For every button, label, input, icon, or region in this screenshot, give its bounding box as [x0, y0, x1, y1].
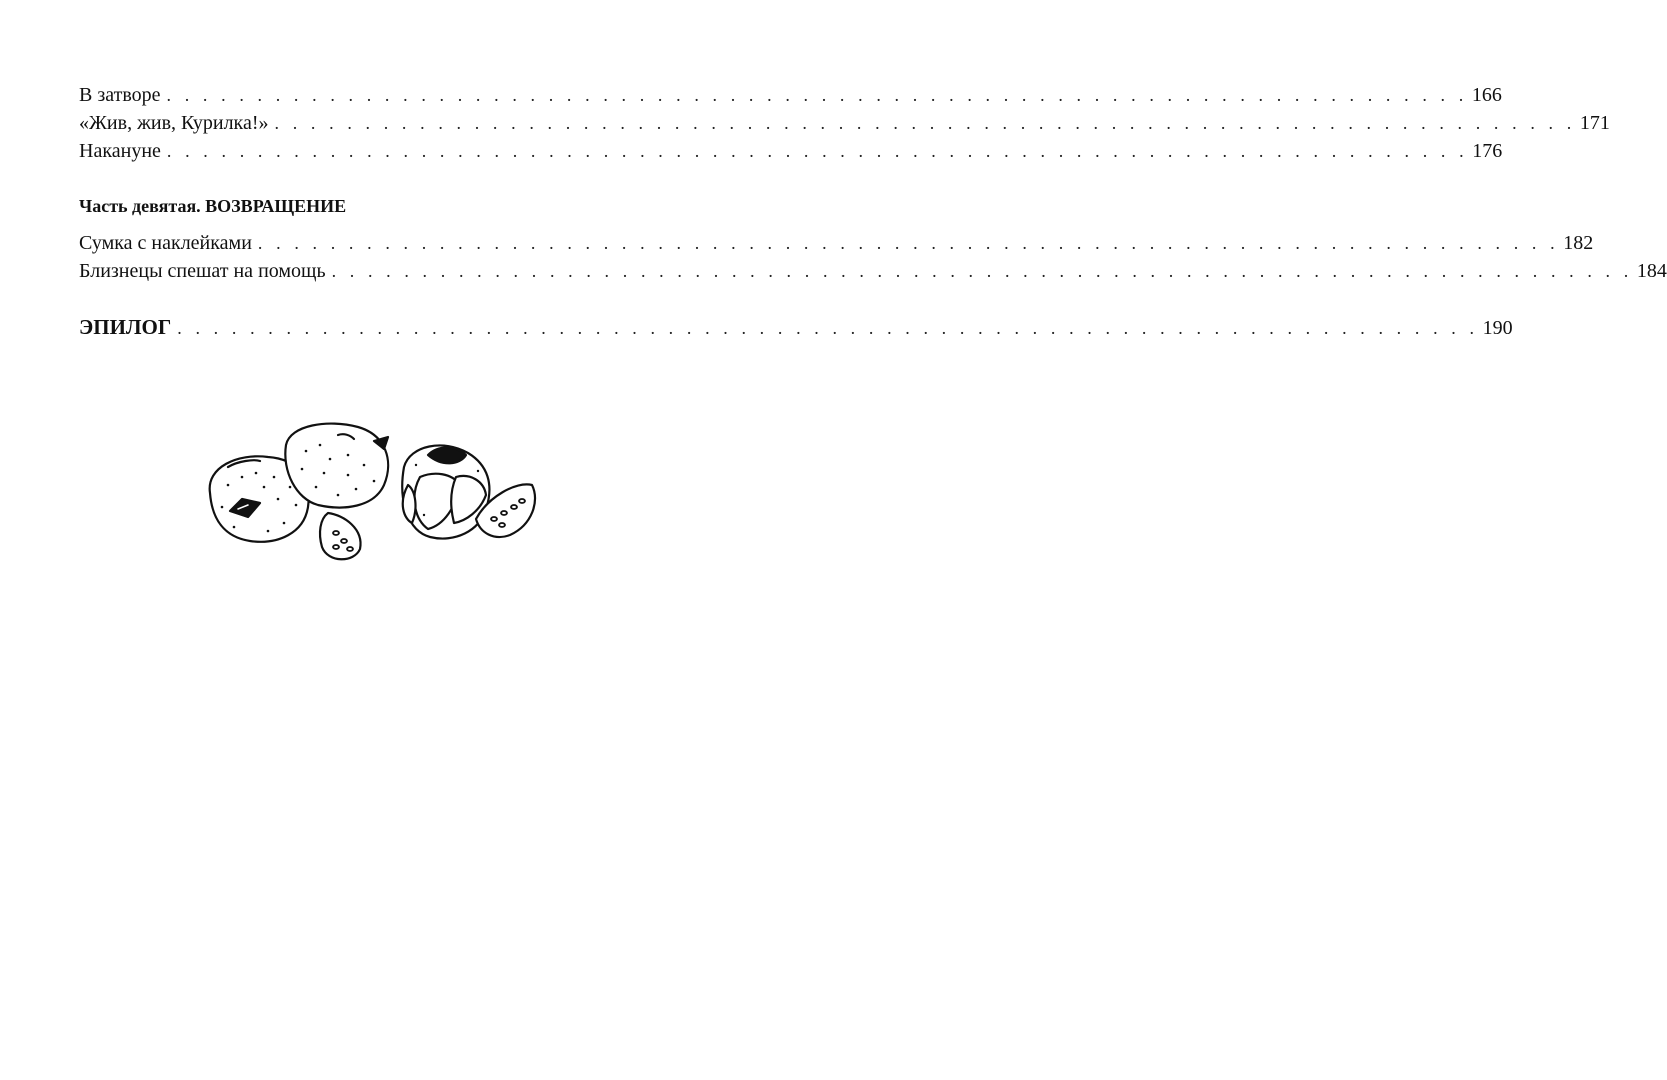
toc-leader-dots: . . . . . . . . . . . . . . . . . . . . . . . . . . . . . . . . . . . . . . . . . . . . . . . . . . . . . . . . . . . . . . . . . . . . . . . . — [257, 233, 1560, 253]
toc-entry-title: «Жив, жив, Курилка!» — [79, 112, 269, 134]
toc-entry-page: 190 — [1482, 317, 1513, 339]
toc-leader-dots: . . . . . . . . . . . . . . . . . . . . . . . . . . . . . . . . . . . . . . . . . . . . . . . . . . . . . . . . . . . . . . . . . . . . . . . . — [166, 141, 1469, 161]
toc-entry-title: В затворе — [79, 84, 161, 106]
toc-entry[interactable] — [79, 257, 1667, 285]
toc-entry[interactable] — [79, 229, 1594, 257]
toc-entry-title: Сумка с наклейками — [79, 232, 252, 254]
toc-entry-page: 184 — [1636, 260, 1667, 282]
tangerines-illustration — [198, 415, 543, 565]
toc-leader-dots: . . . . . . . . . . . . . . . . . . . . . . . . . . . . . . . . . . . . . . . . . . . . . . . . . . . . . . . . . . . . . . . . . . . . . . . . — [166, 85, 1468, 105]
toc-entry-page: 166 — [1471, 84, 1502, 106]
tangerines-drawing-icon — [198, 415, 543, 565]
toc-entry-page: 182 — [1563, 232, 1594, 254]
toc-entry-title: Близнецы спешат на помощь — [79, 260, 326, 282]
toc-leader-dots: . . . . . . . . . . . . . . . . . . . . . . . . . . . . . . . . . . . . . . . . . . . . . . . . . . . . . . . . . . . . . . . . . . . . . . . . — [274, 113, 1576, 133]
toc-entry[interactable] — [79, 109, 1610, 137]
toc-entry[interactable] — [79, 81, 1502, 109]
section-heading: Часть девятая. ВОЗВРАЩЕНИЕ — [79, 196, 347, 216]
toc-entry[interactable] — [79, 137, 1503, 165]
toc-entry-title: ЭПИЛОГ — [79, 315, 172, 339]
toc-entry-page: 171 — [1579, 112, 1610, 134]
toc-leader-dots: . . . . . . . . . . . . . . . . . . . . . . . . . . . . . . . . . . . . . . . . . . . . . . . . . . . . . . . . . . . . . . . . . . . . . . . . — [331, 261, 1633, 281]
toc-entry-page: 176 — [1472, 140, 1503, 162]
toc-entry-title: Накануне — [79, 140, 161, 162]
toc-entry-epilogue[interactable] — [79, 313, 1513, 341]
toc-leader-dots: . . . . . . . . . . . . . . . . . . . . . . . . . . . . . . . . . . . . . . . . . . . . . . . . . . . . . . . . . . . . . . . . . . . . . . . . — [177, 318, 1479, 338]
